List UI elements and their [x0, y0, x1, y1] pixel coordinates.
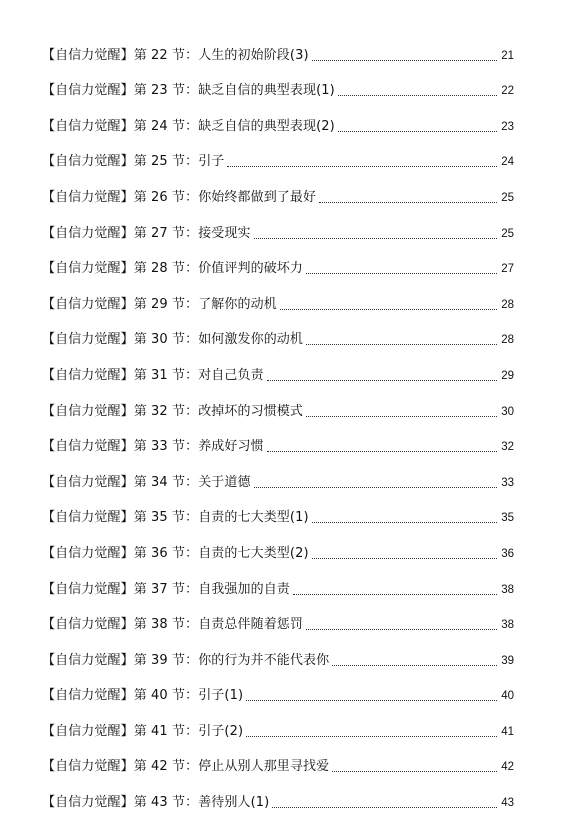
- page-number: 38: [501, 619, 514, 632]
- toc-entry[interactable]: [42, 491, 514, 527]
- entry-title: 【自信力觉醒】第 40 节：引子(1): [42, 688, 244, 704]
- dot-leader: [267, 380, 497, 381]
- page-number: 21: [501, 49, 514, 62]
- page-number: 32: [501, 441, 514, 454]
- dot-leader: [319, 202, 497, 203]
- entry-title: 【自信力觉醒】第 28 节：价值评判的破坏力: [42, 261, 304, 277]
- toc-entry[interactable]: [42, 170, 514, 206]
- page-number: 24: [501, 156, 514, 169]
- toc-entry[interactable]: [42, 704, 514, 740]
- table-of-contents: [42, 28, 514, 811]
- dot-leader: [254, 487, 498, 488]
- toc-entry[interactable]: [42, 28, 514, 64]
- dot-leader: [306, 273, 497, 274]
- toc-entry[interactable]: [42, 206, 514, 242]
- dot-leader: [254, 238, 498, 239]
- page-number: 28: [501, 298, 514, 311]
- page-number: 28: [501, 334, 514, 347]
- entry-title: 【自信力觉醒】第 23 节：缺乏自信的典型表现(1): [42, 83, 335, 99]
- page-number: 27: [501, 263, 514, 276]
- entry-title: 【自信力觉醒】第 30 节：如何激发你的动机: [42, 332, 304, 348]
- page-number: 25: [501, 191, 514, 204]
- page-number: 25: [501, 227, 514, 240]
- entry-title: 【自信力觉醒】第 31 节：对自己负责: [42, 367, 264, 383]
- dot-leader: [312, 522, 498, 523]
- entry-title: 【自信力觉醒】第 22 节：人生的初始阶段(3): [42, 47, 309, 63]
- toc-entry[interactable]: [42, 242, 514, 278]
- dot-leader: [338, 131, 497, 132]
- dot-leader: [280, 309, 497, 310]
- page-number: 41: [501, 725, 514, 738]
- toc-entry[interactable]: [42, 526, 514, 562]
- page-number: 38: [501, 583, 514, 596]
- toc-entry[interactable]: [42, 64, 514, 100]
- toc-entry[interactable]: [42, 384, 514, 420]
- page-number: 42: [501, 761, 514, 774]
- page-number: 23: [501, 120, 514, 133]
- entry-title: 【自信力觉醒】第 42 节：停止从别人那里寻找爱: [42, 759, 330, 775]
- dot-leader: [293, 594, 497, 595]
- dot-leader: [312, 558, 498, 559]
- dot-leader: [272, 807, 497, 808]
- toc-entry[interactable]: [42, 99, 514, 135]
- dot-leader: [338, 95, 497, 96]
- page-number: 22: [501, 85, 514, 98]
- toc-entry[interactable]: [42, 135, 514, 171]
- dot-leader: [246, 736, 497, 737]
- page-number: 40: [501, 690, 514, 703]
- page-number: 39: [501, 654, 514, 667]
- dot-leader: [227, 166, 497, 167]
- page-number: 36: [501, 547, 514, 560]
- entry-title: 【自信力觉醒】第 36 节：自责的七大类型(2): [42, 545, 309, 561]
- entry-title: 【自信力觉醒】第 24 节：缺乏自信的典型表现(2): [42, 118, 335, 134]
- dot-leader: [306, 344, 497, 345]
- entry-title: 【自信力觉醒】第 41 节：引子(2): [42, 723, 244, 739]
- toc-entry[interactable]: [42, 562, 514, 598]
- dot-leader: [306, 629, 497, 630]
- entry-title: 【自信力觉醒】第 35 节：自责的七大类型(1): [42, 510, 309, 526]
- page-number: 29: [501, 369, 514, 382]
- entry-title: 【自信力觉醒】第 38 节：自责总伴随着惩罚: [42, 617, 304, 633]
- dot-leader: [246, 700, 497, 701]
- page-number: 35: [501, 512, 514, 525]
- dot-leader: [306, 416, 497, 417]
- toc-entry[interactable]: [42, 775, 514, 811]
- entry-title: 【自信力觉醒】第 39 节：你的行为并不能代表你: [42, 652, 330, 668]
- toc-entry[interactable]: [42, 313, 514, 349]
- toc-entry[interactable]: [42, 633, 514, 669]
- entry-title: 【自信力觉醒】第 29 节：了解你的动机: [42, 296, 277, 312]
- toc-entry[interactable]: [42, 420, 514, 456]
- entry-title: 【自信力觉醒】第 26 节：你始终都做到了最好: [42, 189, 317, 205]
- entry-title: 【自信力觉醒】第 37 节：自我强加的自责: [42, 581, 290, 597]
- toc-entry[interactable]: [42, 277, 514, 313]
- dot-leader: [332, 771, 497, 772]
- toc-entry[interactable]: [42, 740, 514, 776]
- entry-title: 【自信力觉醒】第 43 节：善待别人(1): [42, 795, 270, 811]
- toc-entry[interactable]: [42, 669, 514, 705]
- entry-title: 【自信力觉醒】第 25 节：引子: [42, 154, 225, 170]
- page-number: 30: [501, 405, 514, 418]
- dot-leader: [332, 665, 497, 666]
- entry-title: 【自信力觉醒】第 27 节：接受现实: [42, 225, 251, 241]
- entry-title: 【自信力觉醒】第 33 节：养成好习惯: [42, 439, 264, 455]
- page-number: 33: [501, 476, 514, 489]
- toc-entry[interactable]: [42, 455, 514, 491]
- entry-title: 【自信力觉醒】第 34 节：关于道德: [42, 474, 251, 490]
- page-number: 43: [501, 797, 514, 810]
- toc-entry[interactable]: [42, 348, 514, 384]
- dot-leader: [312, 60, 498, 61]
- dot-leader: [267, 451, 497, 452]
- toc-entry[interactable]: [42, 598, 514, 634]
- entry-title: 【自信力觉醒】第 32 节：改掉坏的习惯模式: [42, 403, 304, 419]
